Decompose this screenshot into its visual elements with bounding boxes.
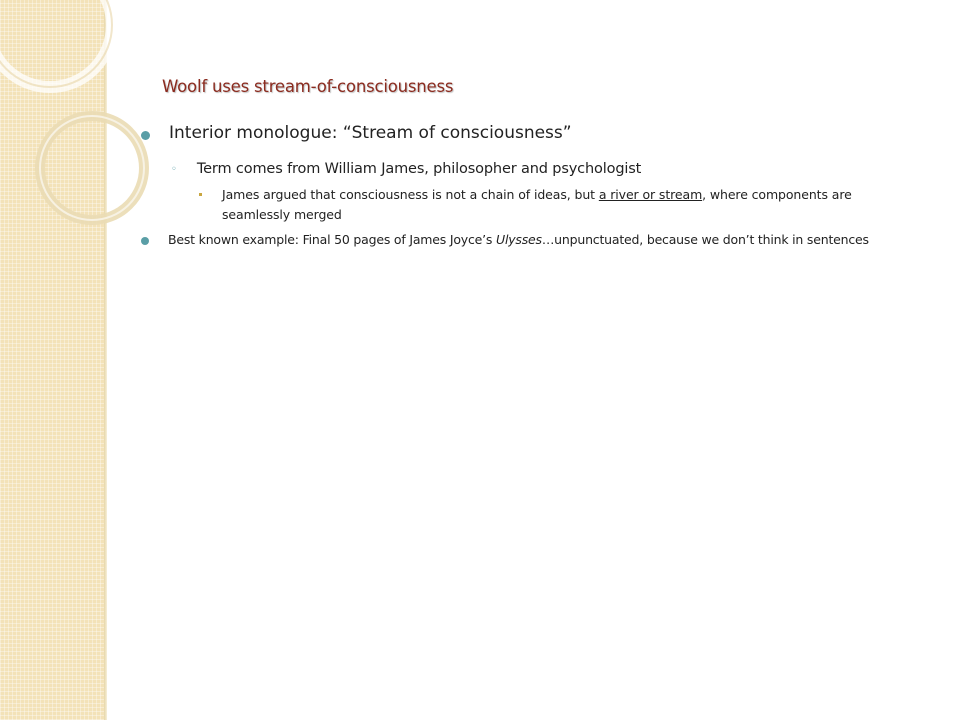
bullet-level3-james-argued — [199, 185, 899, 225]
bullet-level2-term-origin — [171, 161, 641, 177]
bullet-text: Term comes from William James, philosopher and psychologist — [196, 161, 642, 177]
slide-title: Woolf uses stream-of-consciousness — [162, 77, 454, 96]
bullet-text-post: , where components are seamlessly merged — [222, 187, 852, 222]
bullet-text — [168, 232, 869, 247]
bullet-text: Interior monologue: “Stream of consciousness” — [169, 123, 572, 143]
bullet-ring-icon: ◦ — [171, 164, 177, 175]
bullet-dot-icon — [141, 131, 150, 140]
bullet-square-icon — [199, 193, 202, 196]
bullet-text-italic: Ulysses — [496, 232, 542, 247]
bullet-level1-interior-monologue — [141, 123, 572, 143]
bullet-dot-icon — [141, 237, 149, 245]
decorative-rings — [0, 0, 160, 260]
bullet-text-pre: Best known example: Final 50 pages of James Joyce’s — [168, 232, 497, 247]
bullet-text-underlined: a river or stream — [598, 187, 703, 202]
ring-large — [0, 0, 112, 87]
bullet-level1-best-example — [141, 232, 869, 247]
bullet-text — [222, 185, 887, 225]
bullet-text-pre: James argued that consciousness is not a chain of ideas, but — [222, 187, 599, 202]
bullet-text-post: …unpunctuated, because we don’t think in sentences — [541, 232, 869, 247]
